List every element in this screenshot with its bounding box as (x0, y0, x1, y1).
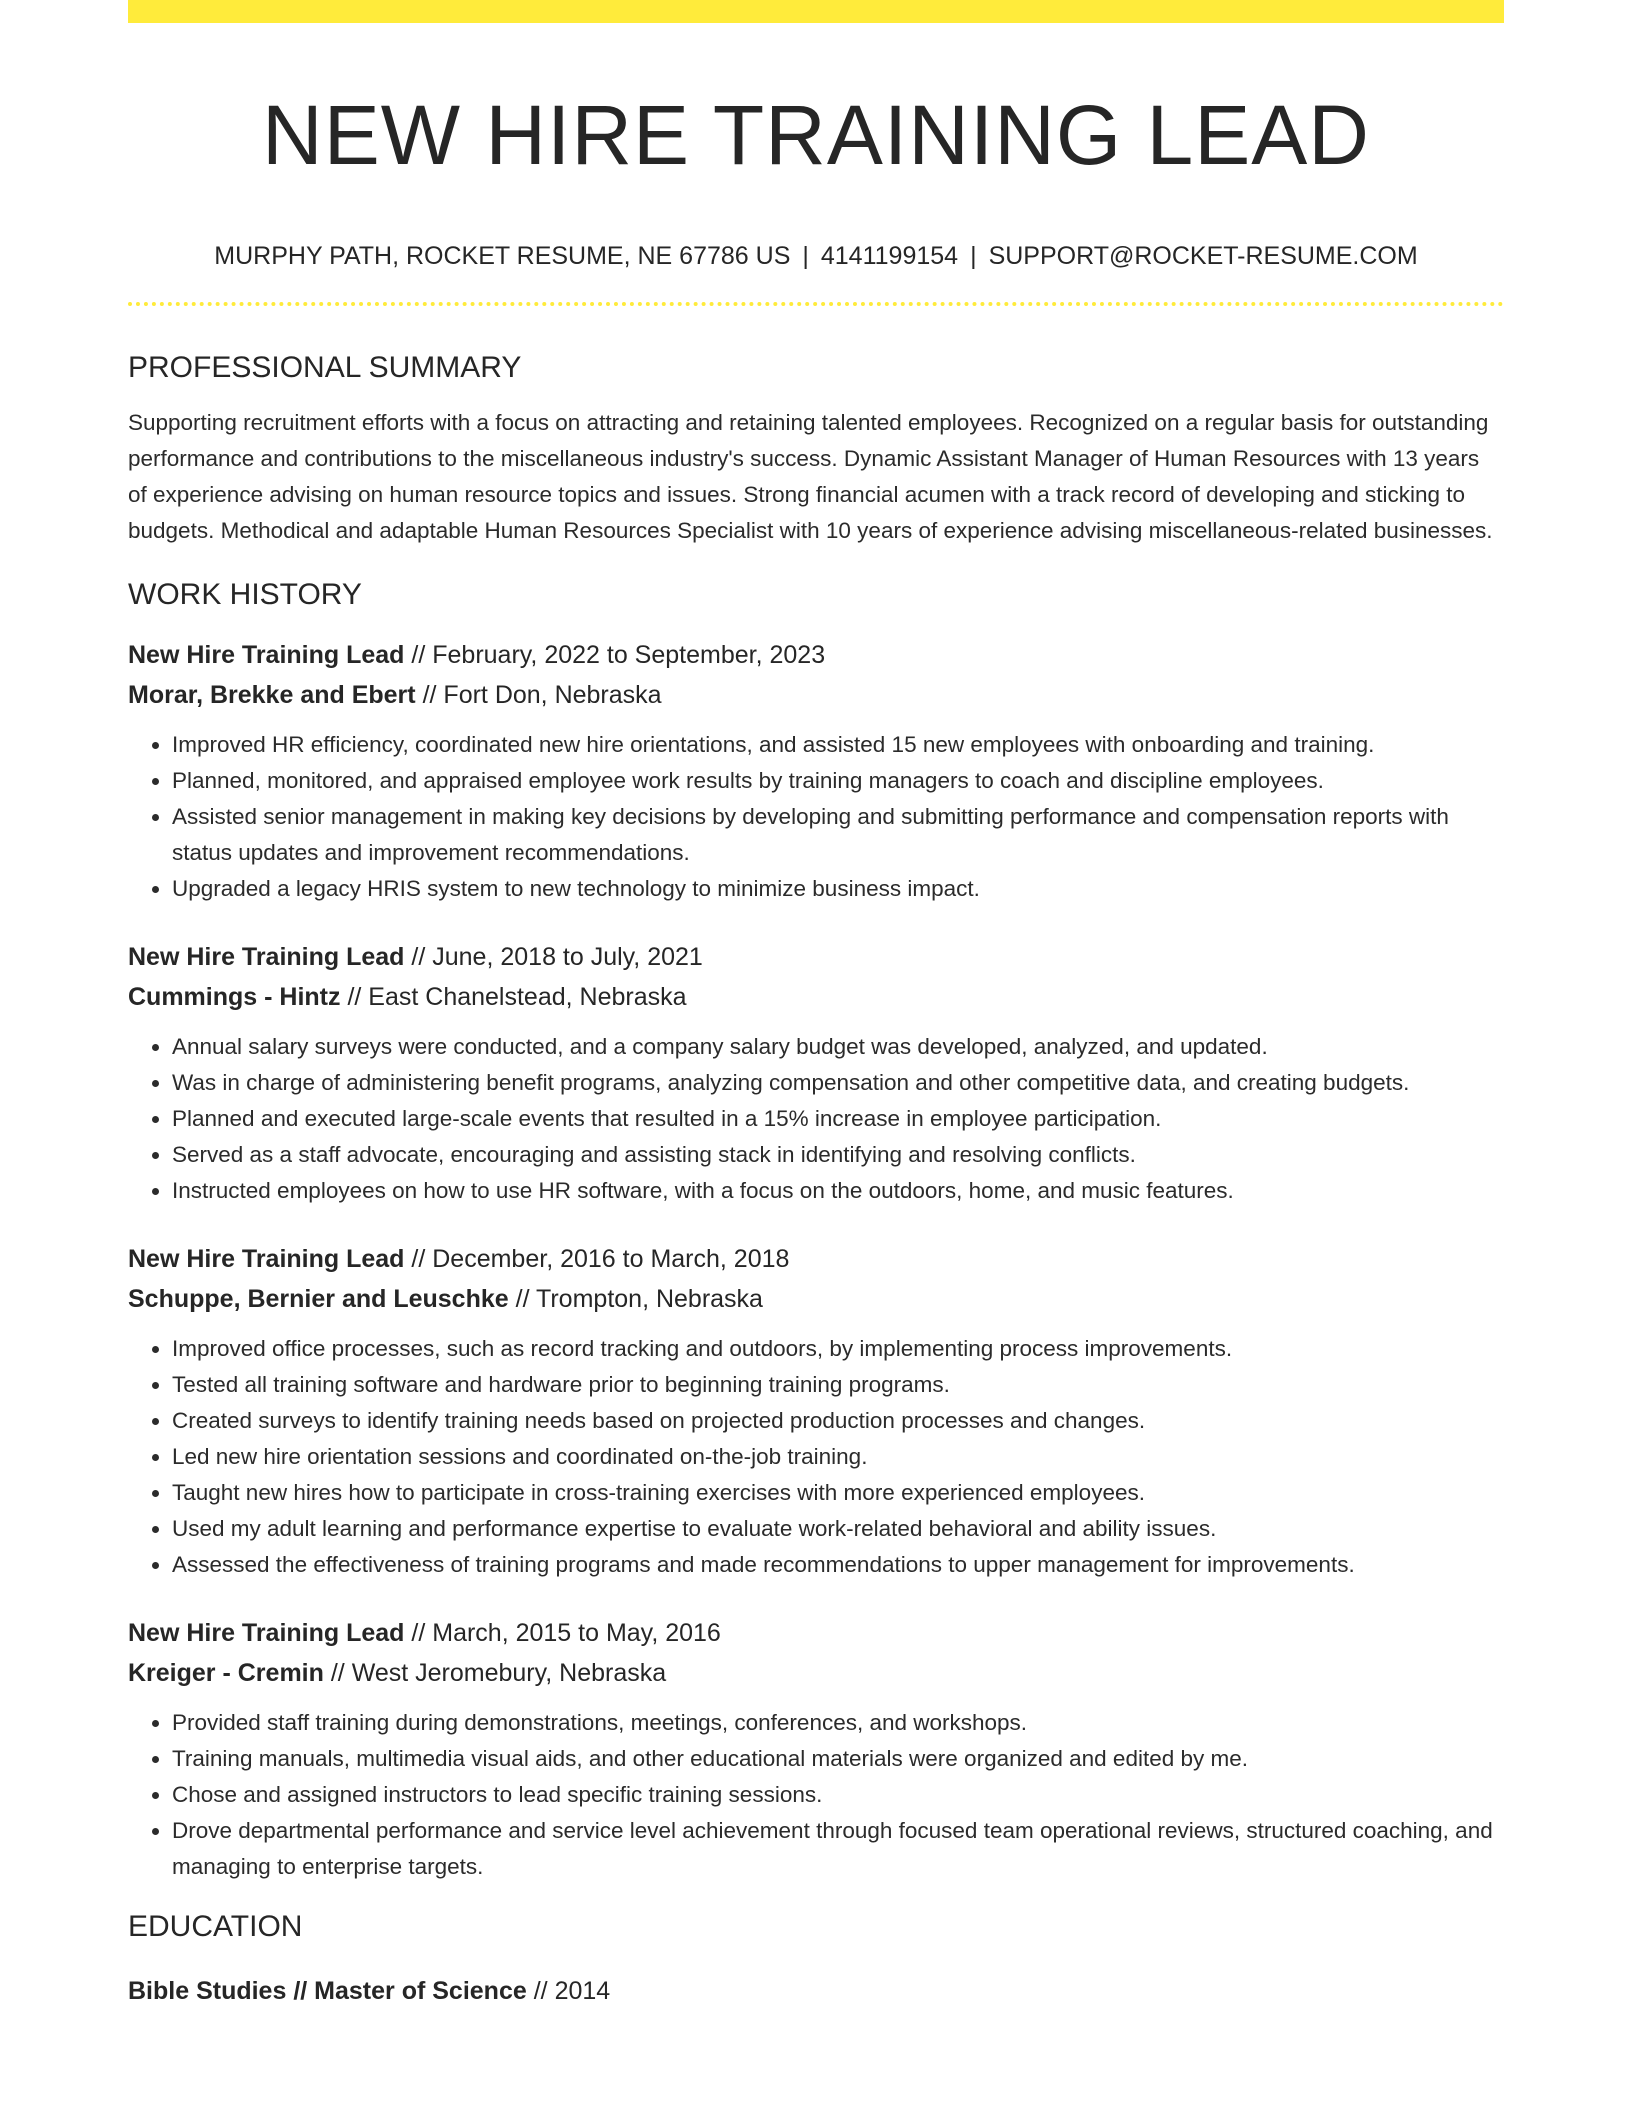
contact-separator: | (970, 242, 977, 270)
job-bullet: • Training manuals, multimedia visual aids, and other educational materials were organized and edited by me. (172, 1741, 1504, 1777)
job-bullets (128, 1705, 1504, 1885)
job-role: New Hire Training Lead (128, 641, 405, 669)
job-separator: // (323, 1659, 352, 1687)
job-company-line (128, 1279, 1504, 1319)
contact-separator: | (802, 242, 809, 270)
job-bullet: • Annual salary surveys were conducted, and a company salary budget was developed, analyzed, and updated. (172, 1029, 1504, 1065)
education-year: 2014 (554, 1977, 611, 2005)
job-bullet: • Instructed employees on how to use HR software, with a focus on the outdoors, home, and music features. (172, 1173, 1504, 1209)
job-company: Cummings - Hintz (128, 983, 341, 1011)
job-company-line (128, 675, 1504, 715)
job-dates: March, 2015 to May, 2016 (432, 1619, 721, 1647)
contact-line (128, 239, 1504, 273)
job-separator: // (404, 641, 433, 669)
job-bullet: • Assisted senior management in making key decisions by developing and submitting performance and compensation reports with status updates and improvement recommendations. (172, 799, 1504, 871)
top-accent-bar (128, 0, 1504, 23)
job-role-line (128, 937, 1504, 977)
work-history-heading: WORK HISTORY (128, 578, 362, 611)
education-separator: // (286, 1977, 315, 2005)
education-heading: EDUCATION (128, 1910, 303, 1943)
job-entry (128, 1239, 1504, 1583)
job-bullet: • Was in charge of administering benefit programs, analyzing compensation and other competitive data, and creating budgets. (172, 1065, 1504, 1101)
job-bullet: • Improved HR efficiency, coordinated new hire orientations, and assisted 15 new employees with onboarding and training. (172, 727, 1504, 763)
job-dates: June, 2018 to July, 2021 (432, 943, 703, 971)
job-bullet: • Drove departmental performance and service level achievement through focused team operational reviews, structured coaching, and managing to enterprise targets. (172, 1813, 1504, 1885)
job-bullet: • Tested all training software and hardware prior to beginning training programs. (172, 1367, 1504, 1403)
job-bullet: • Used my adult learning and performance expertise to evaluate work-related behavioral and ability issues. (172, 1511, 1504, 1547)
job-bullet: • Upgraded a legacy HRIS system to new technology to minimize business impact. (172, 871, 1504, 907)
job-separator: // (404, 1619, 433, 1647)
job-separator: // (404, 943, 433, 971)
education-separator: // (526, 1977, 555, 2005)
job-bullet: • Served as a staff advocate, encouraging and assisting stack in identifying and resolving conflicts. (172, 1137, 1504, 1173)
education-degree: Master of Science (314, 1977, 527, 2005)
job-bullet: • Created surveys to identify training needs based on projected production processes and changes. (172, 1403, 1504, 1439)
job-company: Schuppe, Bernier and Leuschke (128, 1285, 509, 1313)
header-divider (128, 302, 1504, 306)
education-field: Bible Studies (128, 1977, 287, 2005)
education-entry (128, 1971, 1504, 2011)
job-entry (128, 635, 1504, 907)
job-company: Kreiger - Cremin (128, 1659, 324, 1687)
job-location: West Jeromebury, Nebraska (351, 1659, 667, 1687)
job-separator: // (415, 681, 444, 709)
job-role: New Hire Training Lead (128, 1245, 405, 1273)
job-separator: // (404, 1245, 433, 1273)
job-bullet: • Taught new hires how to participate in cross-training exercises with more experienced employees. (172, 1475, 1504, 1511)
contact-address: MURPHY PATH, ROCKET RESUME, NE 67786 US (214, 242, 791, 270)
job-location: Trompton, Nebraska (536, 1285, 763, 1313)
resume-page (128, 0, 1504, 2011)
job-entry (128, 1613, 1504, 1885)
job-company-line (128, 1653, 1504, 1693)
job-bullet: • Improved office processes, such as record tracking and outdoors, by implementing process improvements. (172, 1331, 1504, 1367)
job-separator: // (508, 1285, 537, 1313)
contact-email[interactable]: SUPPORT@ROCKET-RESUME.COM (988, 242, 1418, 270)
job-bullets (128, 727, 1504, 907)
job-entry (128, 937, 1504, 1209)
job-bullet: • Provided staff training during demonstrations, meetings, conferences, and workshops. (172, 1705, 1504, 1741)
job-bullets (128, 1331, 1504, 1583)
job-company: Morar, Brekke and Ebert (128, 681, 416, 709)
resume-name: NEW HIRE TRAINING LEAD (262, 88, 1370, 182)
job-role: New Hire Training Lead (128, 1619, 405, 1647)
contact-phone: 4141199154 (820, 242, 959, 270)
job-role: New Hire Training Lead (128, 943, 405, 971)
job-role-line (128, 1613, 1504, 1653)
job-location: East Chanelstead, Nebraska (368, 983, 687, 1011)
job-bullet: • Assessed the effectiveness of training programs and made recommendations to upper management for improvements. (172, 1547, 1504, 1583)
job-separator: // (340, 983, 369, 1011)
job-role-line (128, 635, 1504, 675)
job-dates: February, 2022 to September, 2023 (432, 641, 826, 669)
job-bullet: • Planned and executed large-scale events that resulted in a 15% increase in employee participation. (172, 1101, 1504, 1137)
job-role-line (128, 1239, 1504, 1279)
job-location: Fort Don, Nebraska (443, 681, 662, 709)
summary-text: Supporting recruitment efforts with a focus on attracting and retaining talented employees. Recognized on a regular basis for outstanding performance and contributions to the miscellaneous industry's success. Dynamic Assistant Manager of Human Resources with 13 years of experience advising on human resource topics and issues. Strong financial acumen with a track record of developing and sticking to budgets. Methodical and adaptable Human Resources Specialist with 10 years of experience advising miscellaneous-related businesses. (128, 410, 1493, 543)
job-bullet: • Led new hire orientation sessions and coordinated on-the-job training. (172, 1439, 1504, 1475)
job-bullet: • Planned, monitored, and appraised employee work results by training managers to coach and discipline employees. (172, 763, 1504, 799)
summary-heading: PROFESSIONAL SUMMARY (128, 351, 522, 384)
job-dates: December, 2016 to March, 2018 (432, 1245, 790, 1273)
job-bullets (128, 1029, 1504, 1209)
work-history-list (128, 635, 1504, 1885)
job-company-line (128, 977, 1504, 1017)
job-bullet: • Chose and assigned instructors to lead specific training sessions. (172, 1777, 1504, 1813)
